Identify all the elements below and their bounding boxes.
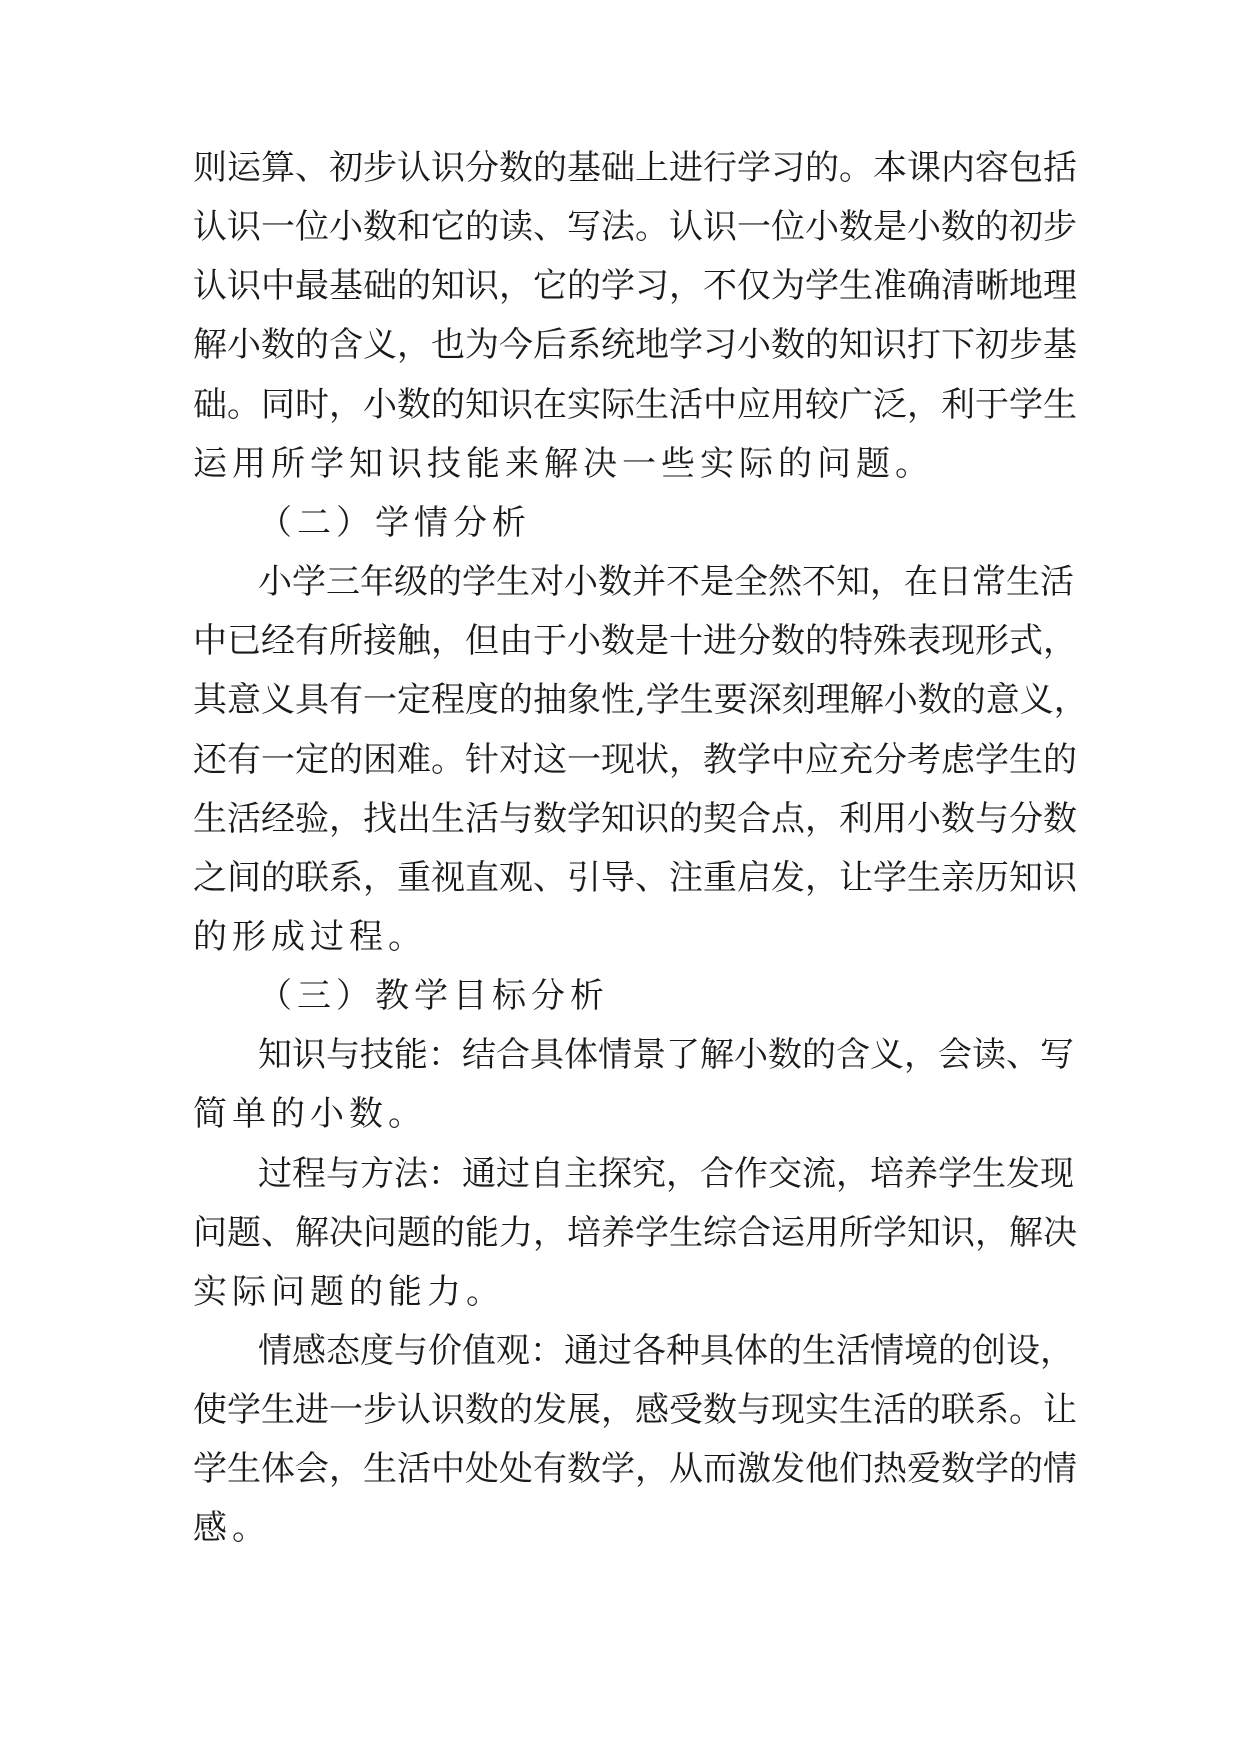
paragraph-line: 解小数的含义，也为今后系统地学习小数的知识打下初步基 (193, 325, 1077, 366)
paragraph-line: 实际问题的能力。 (193, 1271, 505, 1312)
paragraph-line: 情感态度与价值观：通过各种具体的生活情境的创设， (258, 1331, 1074, 1371)
paragraph-line: 使学生进一步认识数的发展，感受数与现实生活的联系。让 (193, 1390, 1077, 1431)
paragraph-line: 学生体会，生活中处处有数学，从而激发他们热爱数学的情 (193, 1449, 1077, 1490)
paragraph-line: 知识与技能：结合具体情景了解小数的含义，会读、写 (258, 1035, 1074, 1076)
section-heading: （二）学情分析 (258, 502, 531, 543)
paragraph-line: 的形成过程。 (193, 916, 427, 957)
paragraph-line: 过程与方法：通过自主探究，合作交流，培养学生发现 (258, 1153, 1074, 1194)
paragraph-line: 认识一位小数和它的读、写法。认识一位小数是小数的初步 (193, 207, 1077, 248)
paragraph-line: 之间的联系，重视直观、引导、注重启发，让学生亲历知识 (193, 857, 1077, 898)
paragraph-line: 础。同时，小数的知识在实际生活中应用较广泛，利于学生 (193, 384, 1077, 425)
paragraph-line: 简单的小数。 (193, 1094, 427, 1135)
paragraph-line: 生活经验，找出生活与数学知识的契合点，利用小数与分数 (193, 798, 1077, 839)
paragraph-line: 则运算、初步认识分数的基础上进行学习的。本课内容包括 (193, 148, 1077, 188)
paragraph-line: 认识中最基础的知识，它的学习，不仅为学生准确清晰地理 (193, 266, 1077, 307)
paragraph-line: 问题、解决问题的能力，培养学生综合运用所学知识，解决 (193, 1212, 1077, 1253)
paragraph-line: 还有一定的困难。针对这一现状，教学中应充分考虑学生的 (193, 739, 1077, 780)
paragraph-line: 小学三年级的学生对小数并不是全然不知，在日常生活 (258, 562, 1074, 603)
paragraph-line: 运用所学知识技能来解决一些实际的问题。 (193, 443, 934, 484)
section-heading: （三）教学目标分析 (258, 976, 609, 1017)
paragraph-line: 其意义具有一定程度的抽象性,学生要深刻理解小数的意义， (193, 680, 1088, 721)
paragraph-line: 中已经有所接触，但由于小数是十进分数的特殊表现形式， (193, 621, 1077, 662)
paragraph-line: 感。 (193, 1508, 271, 1549)
